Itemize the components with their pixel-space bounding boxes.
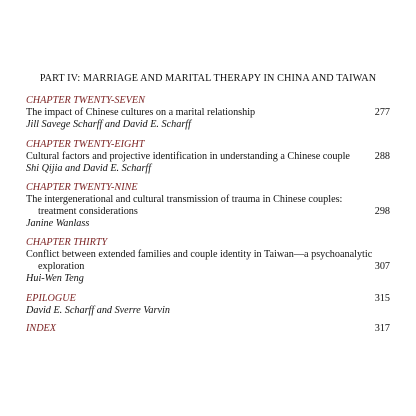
chapter-authors: Hui-Wen Teng — [26, 273, 84, 284]
chapter-label: CHAPTER TWENTY-EIGHT — [26, 139, 145, 150]
toc-entry-epilogue — [26, 293, 390, 317]
page-number: 298 — [374, 206, 390, 217]
chapter-label: CHAPTER TWENTY-NINE — [26, 182, 138, 193]
toc-entry-chapter-30 — [26, 237, 390, 285]
epilogue-authors: David E. Scharff and Sverre Varvin — [26, 305, 170, 316]
part-title: PART IV: MARRIAGE AND MARITAL THERAPY IN CHINA AND TAIWAN — [39, 73, 377, 84]
chapter-authors: Jill Savege Scharff and David E. Scharff — [26, 119, 191, 130]
toc-entry-chapter-29 — [26, 182, 390, 230]
chapter-title-line-2: treatment considerations — [38, 206, 138, 217]
chapter-authors: Janine Wanlass — [26, 218, 90, 229]
chapter-authors: Shi Qijia and David E. Scharff — [26, 163, 152, 174]
index-label: INDEX — [26, 323, 56, 334]
chapter-title: Cultural factors and projective identification in understanding a Chinese couple — [26, 151, 350, 162]
toc-entry-chapter-27 — [26, 95, 390, 131]
chapter-title: The impact of Chinese cultures on a marital relationship — [26, 107, 256, 118]
epilogue-label: EPILOGUE — [26, 293, 76, 304]
toc-entry-index — [26, 323, 390, 335]
chapter-title-line-1: Conflict between extended families and couple identity in Taiwan—a psychoanalytic — [26, 249, 373, 260]
chapter-label: CHAPTER THIRTY — [26, 237, 108, 248]
toc-entry-chapter-28 — [26, 139, 390, 175]
page-number: 307 — [374, 261, 390, 272]
chapter-title-line-2: exploration — [38, 261, 85, 272]
page-number: 317 — [374, 323, 390, 334]
page-number: 315 — [374, 293, 390, 304]
chapter-label: CHAPTER TWENTY-SEVEN — [26, 95, 145, 106]
page-number: 277 — [374, 107, 390, 118]
page-number: 288 — [374, 151, 390, 162]
chapter-title-line-1: The intergenerational and cultural transmission of trauma in Chinese couples: — [26, 194, 343, 205]
